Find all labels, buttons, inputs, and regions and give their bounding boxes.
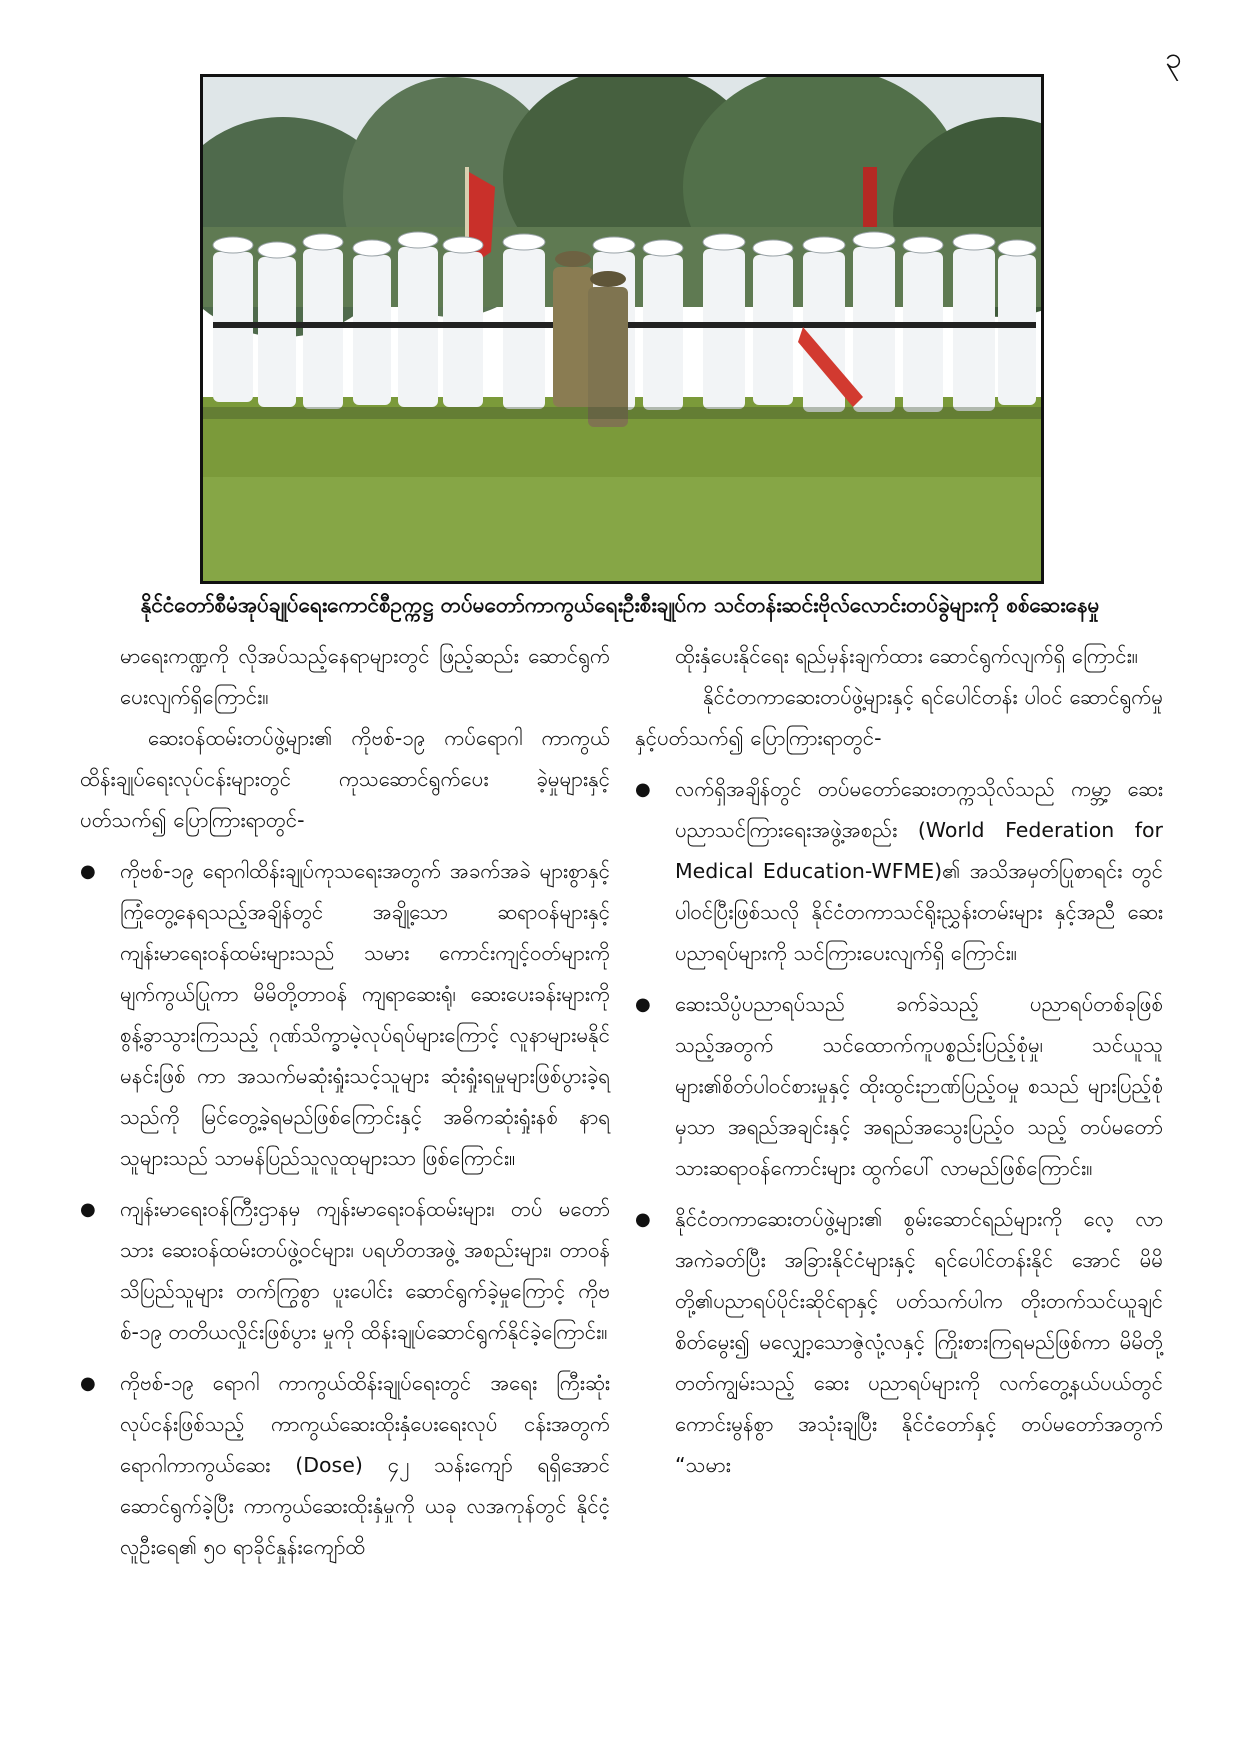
left-intro: ဆေးဝန်ထမ်းတပ်ဖွဲ့များ၏ ကိုဗစ်-၁၉ ကပ်ရောဂါ ကာကွယ်ထိန်းချုပ်ရေးလုပ်ငန်းများတွင် ကုသဆောင်ရွက်ပေး ခဲ့မှုများနှင့်ပတ်သက်၍ ပြောကြားရာတွင်-	[80, 726, 610, 832]
left-bullet-2: ● ကျန်းမာရေးဝန်ကြီးဌာနမှ ကျန်းမာရေးဝန်ထမ်းများ၊ တပ် မတော်သား ဆေးဝန်ထမ်းတပ်ဖွဲ့ဝင်များ၊ ပရဟိတအဖွဲ့ အစည်းများ၊ တာဝန်သိပြည်သူများ တက်ကြွစွာ ပူးပေါင်း ဆောင်ရွက်ခဲ့မှုကြောင့် ကိုဗစ်-၁၉ တတိယလှိုင်းဖြစ်ပွား မှုကို ထိန်းချုပ်ဆောင်ရွက်နိုင်ခဲ့ကြောင်း။	[80, 1189, 610, 1353]
page-number: ၃	[1165, 41, 1182, 76]
left-bullet-3: ● ကိုဗစ်-၁၉ ရောဂါ ကာကွယ်ထိန်းချုပ်ရေးတွင် အရေး ကြီးဆုံးလုပ်ငန်းဖြစ်သည့် ကာကွယ်ဆေးထိုးနှံပေးရေးလုပ် ငန်းအတွက် ရောဂါကာကွယ်ဆေး (Dose) ၄၂ သန်းကျော် ရရှိအောင် ဆောင်ရွက်ခဲ့ပြီး ကာကွယ်ဆေးထိုးနှံမှုကို ယခု လအကုန်တွင် နိုင်ငံ့လူဦးရေ၏ ၅၀ ရာခိုင်နှုန်းကျော်ထိ	[80, 1363, 610, 1568]
right-bullet-1: ● လက်ရှိအချိန်တွင် တပ်မတော်ဆေးတက္ကသိုလ်သည် ကမ္ဘာ့ ဆေးပညာသင်ကြားရေးအဖွဲ့အစည်း (World Federation for Medical Education-WFME)၏ အသိအမှတ်ပြုစာရင်း တွင် ပါဝင်ပြီးဖြစ်သလို နိုင်ငံတကာသင်ရိုးညွှန်းတမ်းများ နှင့်အညီ ဆေးပညာရပ်များကို သင်ကြားပေးလျက်ရှိ ကြောင်း။	[635, 769, 1163, 974]
left-column	[80, 636, 610, 1568]
right-column	[635, 636, 1163, 1486]
left-continuation: မာရေးကဏ္ဍကို လိုအပ်သည့်နေရာများတွင် ဖြည့်ဆည်း ဆောင်ရွက်ပေးလျက်ရှိကြောင်း။	[120, 644, 610, 709]
parade-photo	[200, 74, 1044, 584]
right-intro: နိုင်ငံတကာဆေးတပ်ဖွဲ့များနှင့် ရင်ပေါင်တန်း ပါဝင် ဆောင်ရွက်မှုနှင့်ပတ်သက်၍ ပြောကြားရာတွင်-	[635, 685, 1163, 750]
parade-photo-icon	[203, 77, 1041, 581]
right-continuation: ထိုးနှံပေးနိုင်ရေး ရည်မှန်းချက်ထား ဆောင်ရွက်လျက်ရှိ ကြောင်း။	[675, 644, 1138, 668]
left-bullet-1: ● ကိုဗစ်-၁၉ ရောဂါထိန်းချုပ်ကုသရေးအတွက် အခက်အခဲ များစွာနှင့် ကြုံတွေ့နေရသည့်အချိန်တွင် အချို့သော ဆရာဝန်များနှင့် ကျန်းမာရေးဝန်ထမ်းများသည် သမား ကောင်းကျင့်ဝတ်များကို မျက်ကွယ်ပြုကာ မိမိတို့တာဝန် ကျရာဆေးရုံ၊ ဆေးပေးခန်းများကို စွန့်ခွာသွားကြသည့် ဂုဏ်သိက္ခာမဲ့လုပ်ရပ်များကြောင့် လူနာများမနိုင်မနင်းဖြစ် ကာ အသက်မဆုံးရှုံးသင့်သူများ ဆုံးရှုံးရမှုများဖြစ်ပွားခဲ့ရ သည်ကို မြင်တွေ့ခဲ့ရမည်ဖြစ်ကြောင်းနှင့် အဓိကဆုံးရှုံးနစ် နာရသူများသည် သာမန်ပြည်သူလူထုများသာ ဖြစ်ကြောင်း။	[80, 851, 610, 1179]
right-bullet-3: ● နိုင်ငံတကာဆေးတပ်ဖွဲ့များ၏ စွမ်းဆောင်ရည်များကို လေ့ လာအကဲခတ်ပြီး အခြားနိုင်ငံများနှင့် ရင်ပေါင်တန်းနိုင် အောင် မိမိတို့၏ပညာရပ်ပိုင်းဆိုင်ရာနှင့် ပတ်သက်ပါက တိုးတက်သင်ယူချင်စိတ်မွေး၍ မလျှော့သောဇွဲလုံ့လနှင့် ကြိုးစားကြရမည်ဖြစ်ကာ မိမိတို့တတ်ကျွမ်းသည့် ဆေး ပညာရပ်များကို လက်တွေ့နယ်ပယ်တွင် ကောင်းမွန်စွာ အသုံးချပြီး နိုင်ငံတော်နှင့် တပ်မတော်အတွက် “သမား	[635, 1199, 1163, 1486]
photo-caption: နိုင်ငံတော်စီမံအုပ်ချုပ်ရေးကောင်စီဥက္ကဋ္ဌ တပ်မတော်ကာကွယ်ရေးဦးစီးချုပ်က သင်တန်းဆင်းဗိုလ်လောင်းတပ်ခွဲများကို စစ်ဆေးနေမှု	[140, 593, 1100, 617]
right-bullet-2: ● ဆေးသိပ္ပံပညာရပ်သည် ခက်ခဲသည့် ပညာရပ်တစ်ခုဖြစ် သည့်အတွက် သင်ထောက်ကူပစ္စည်းပြည့်စုံမှု၊ သင်ယူသူ များ၏စိတ်ပါဝင်စားမှုနှင့် ထိုးထွင်းဉာဏ်ပြည့်ဝမှု စသည် များပြည့်စုံမှသာ အရည်အချင်းနှင့် အရည်အသွေးပြည့်ဝ သည့် တပ်မတော်သားဆရာဝန်ကောင်းများ ထွက်ပေါ် လာမည်ဖြစ်ကြောင်း။	[635, 984, 1163, 1189]
